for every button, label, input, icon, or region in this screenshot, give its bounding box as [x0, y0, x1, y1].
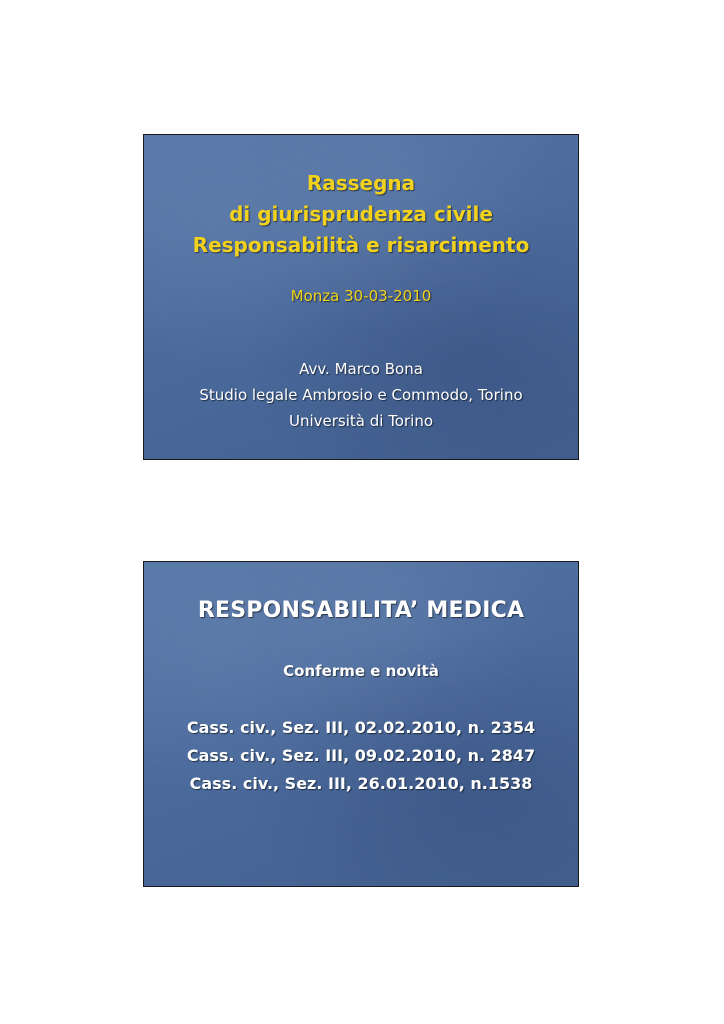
author-name: Avv. Marco Bona	[299, 360, 423, 378]
slide-2-subtitle: Conferme e novità	[283, 662, 439, 680]
slide-title-rassegna	[143, 134, 579, 460]
author-university: Università di Torino	[288, 412, 434, 430]
author-firm: Studio legale Ambrosio e Commodo, Torino	[199, 386, 523, 404]
title-line: di giurisprudenza civile	[229, 202, 493, 226]
case-citation: Cass. civ., Sez. III, 26.01.2010, n.1538	[189, 774, 533, 793]
title-line: Rassegna	[306, 171, 416, 195]
slide-1-date: Monza 30-03-2010	[290, 287, 432, 305]
title-line: Responsabilità e risarcimento	[192, 233, 530, 257]
case-citation: Cass. civ., Sez. III, 09.02.2010, n. 2847	[186, 746, 536, 765]
slide-responsabilita-medica	[143, 561, 579, 887]
slide-2-case-list	[144, 714, 578, 798]
slide-2-title: RESPONSABILITA’ MEDICA	[197, 598, 525, 623]
slide-1-author-block	[144, 356, 578, 434]
slide-1-title	[144, 168, 578, 261]
case-citation: Cass. civ., Sez. III, 02.02.2010, n. 2354	[186, 718, 536, 737]
